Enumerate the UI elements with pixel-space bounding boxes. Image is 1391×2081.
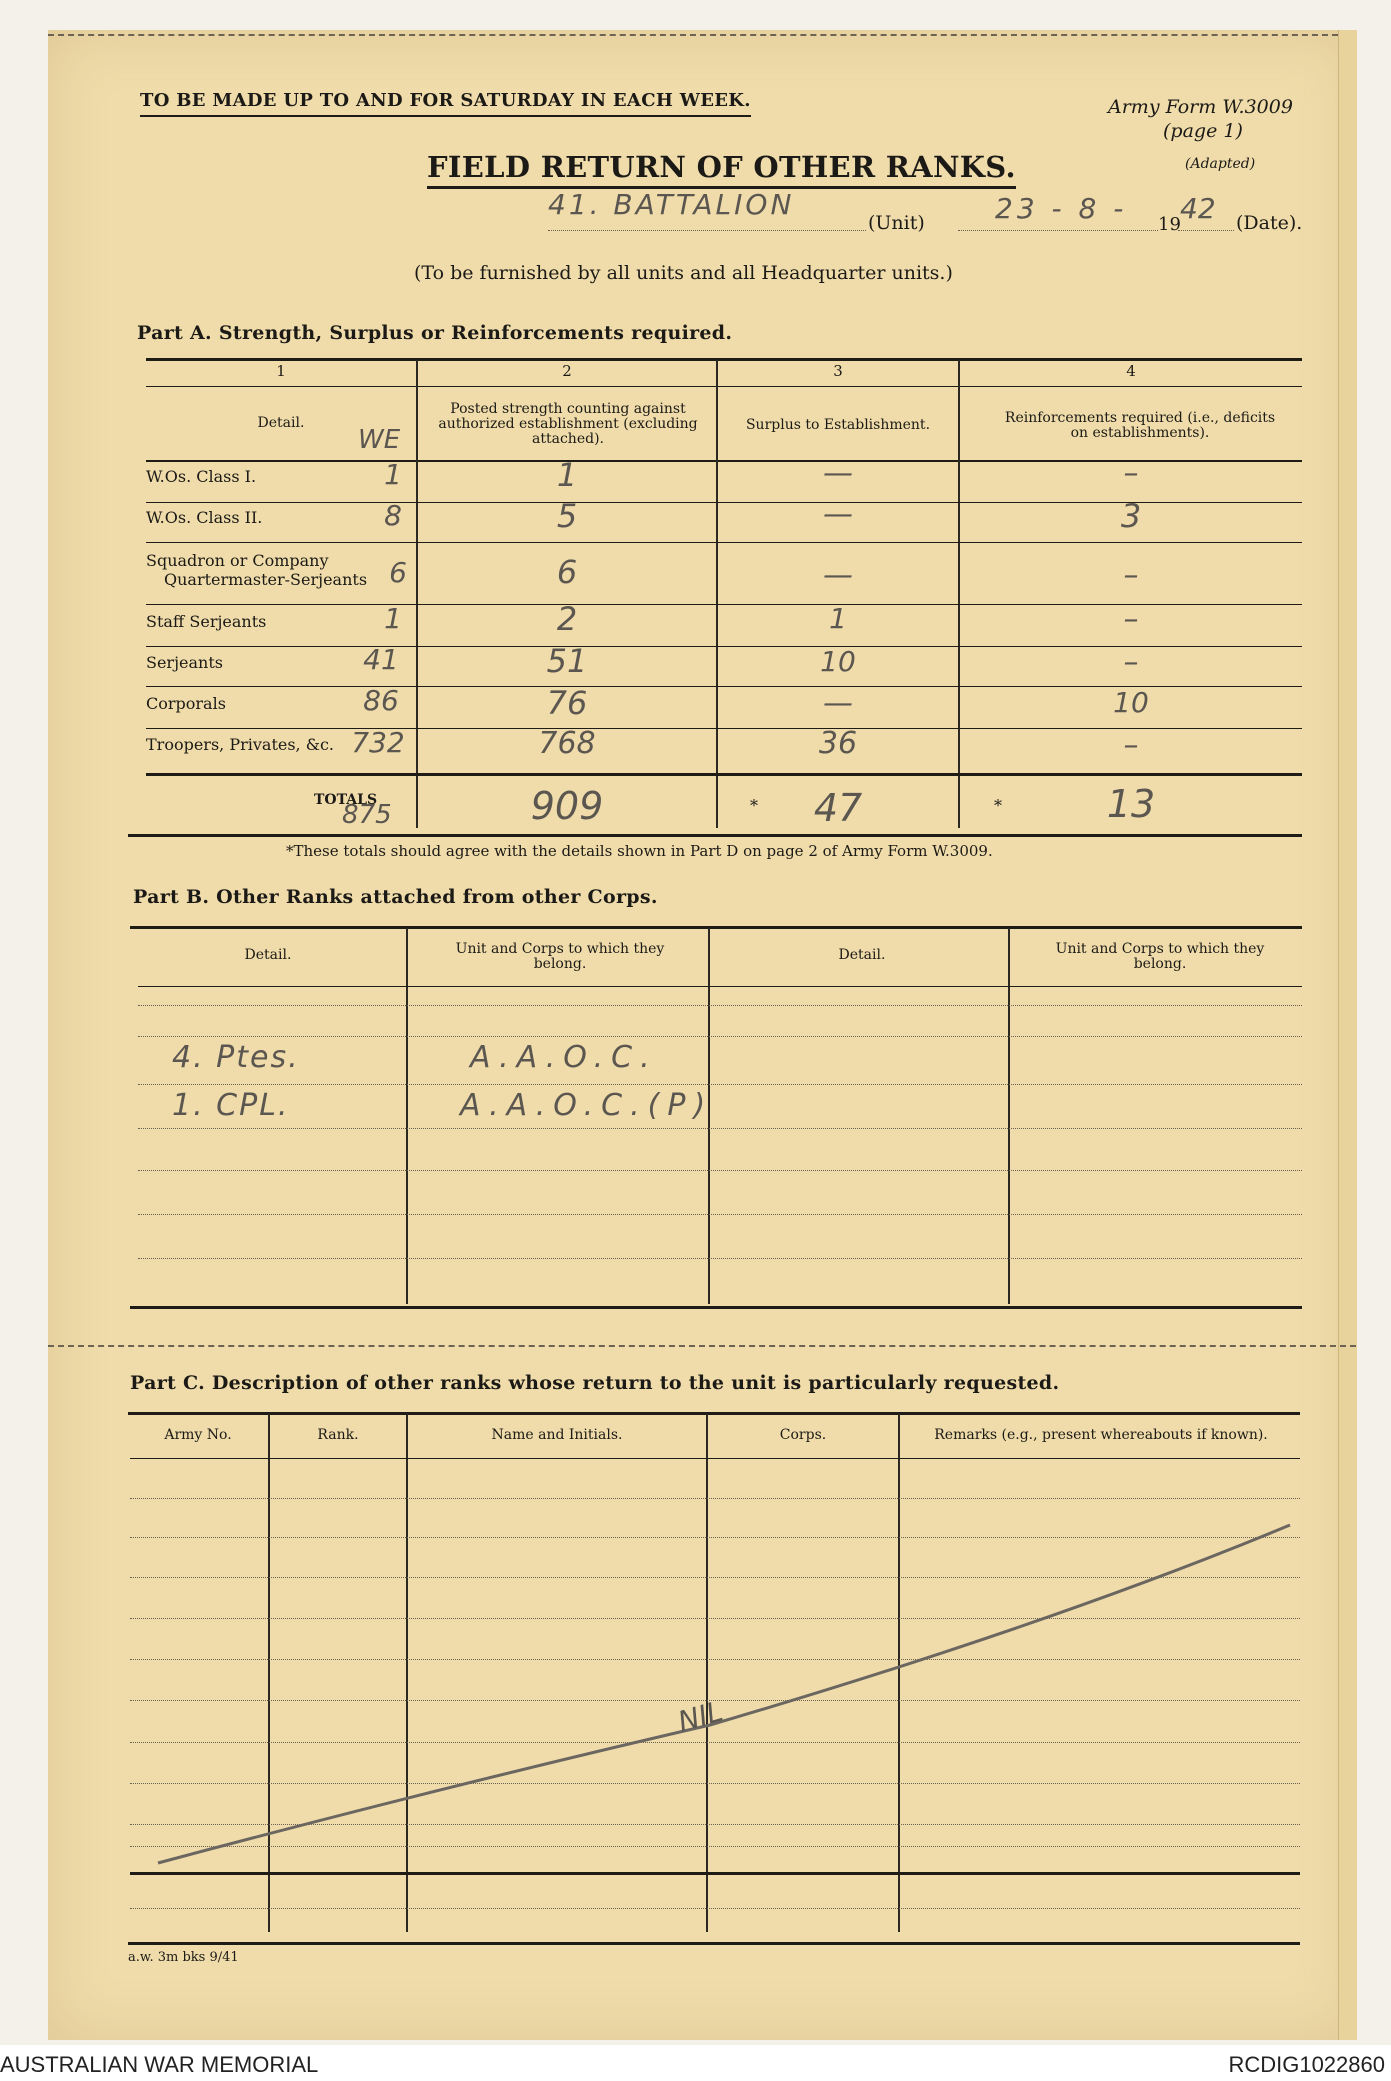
we-value: 1 (384, 458, 402, 491)
totals-footnote: *These totals should agree with the details shown in Part D on page 2 of Army Form W.3009. (286, 842, 993, 860)
row-label: Corporals (146, 694, 226, 713)
totals-label: TOTALS (314, 792, 378, 808)
adapted-label: (Adapted) (1185, 156, 1256, 172)
row-label: W.Os. Class I. (146, 467, 257, 486)
totals-surplus-value: 47 (813, 786, 863, 830)
col-number-rule (146, 386, 1302, 387)
part-b-line (138, 1128, 1302, 1129)
surplus-value: — (823, 686, 853, 721)
surplus-value: 36 (818, 726, 858, 761)
we-value: 41 (363, 643, 399, 676)
unit-handwritten: 41. BATTALION (548, 188, 795, 221)
part-c-title: Part C. Description of other ranks whose return to the unit is particularly requested. (130, 1372, 1060, 1394)
reinforcement-value: – (1123, 558, 1139, 593)
row-label-line-2: Quartermaster-Serjeants (164, 570, 368, 589)
part-b-line (138, 1214, 1302, 1215)
row-label: Serjeants (146, 653, 223, 672)
unit-dotted-line (548, 230, 866, 231)
part-b-header-detail-left: Detail. (244, 947, 292, 963)
totals-we-value: 875 (342, 800, 392, 830)
date-dotted-line (958, 230, 1158, 231)
totals-posted-value: 909 (530, 784, 604, 828)
footer-bar (0, 2045, 1391, 2081)
part-b-title: Part B. Other Ranks attached from other Corps. (133, 886, 658, 908)
part-b-separator-3 (1008, 928, 1010, 1304)
part-c-header-army-no: Army No. (164, 1427, 232, 1443)
part-b-detail-value: 4. Ptes. (172, 1040, 300, 1075)
we-value: 86 (363, 684, 399, 717)
posted-value: 1 (556, 456, 578, 494)
middle-perforation (48, 1345, 1356, 1347)
part-a-top-rule (146, 358, 1302, 361)
header-reinforcements: Reinforcements required (i.e., deficits on establishments). (1004, 410, 1276, 441)
part-c-top-rule (128, 1412, 1300, 1415)
part-c-header-name: Name and Initials. (491, 1427, 623, 1443)
row-rule (146, 542, 1302, 543)
part-b-header-unit-right: Unit and Corps to which they belong. (1055, 941, 1265, 972)
surplus-value: — (823, 456, 853, 491)
date-label: (Date). (1236, 212, 1303, 234)
part-a-bottom-rule (128, 834, 1302, 837)
header-detail: Detail. (257, 415, 305, 431)
surplus-value: 10 (820, 645, 856, 678)
part-c-header-corps: Corps. (779, 1427, 827, 1443)
we-value: 8 (384, 499, 402, 532)
reinforcement-value: – (1123, 602, 1139, 637)
row-label: Staff Serjeants (146, 612, 267, 631)
reinforcement-value: – (1123, 456, 1139, 491)
part-b-top-rule (130, 926, 1302, 929)
furnished-note: (To be furnished by all units and all Headquarter units.) (414, 262, 953, 284)
page-label: (page 1) (1163, 120, 1243, 142)
row-label: W.Os. Class II. (146, 508, 263, 527)
footer-right-id: RCDIG1022860 (1228, 2052, 1385, 2077)
reinforcement-value: – (1123, 728, 1139, 763)
totals-star: * (750, 796, 758, 815)
surplus-value: 1 (829, 602, 847, 635)
nil-handwritten: NIL (674, 1694, 727, 1739)
part-b-header-unit-left: Unit and Corps to which they belong. (455, 941, 665, 972)
header-surplus: Surplus to Establishment. (745, 417, 931, 433)
part-b-unit-value: A.A.O.C. (470, 1040, 658, 1075)
reinforcement-value: 10 (1113, 686, 1149, 719)
part-c-line (130, 1908, 1300, 1909)
row-label: Squadron or Company (146, 551, 329, 570)
totals-star: * (994, 796, 1002, 815)
part-b-header-rule (138, 986, 1302, 987)
army-form-number: Army Form W.3009 (1108, 96, 1293, 118)
col-number-4: 4 (1126, 362, 1136, 380)
unit-label: (Unit) (868, 212, 925, 234)
part-b-detail-value: 1. CPL. (172, 1088, 290, 1123)
posted-value: 6 (556, 553, 578, 591)
surplus-value: — (823, 558, 853, 593)
part-b-separator-1 (406, 928, 408, 1304)
date-century: 19 (1158, 214, 1181, 235)
year-dotted-line (1178, 230, 1234, 231)
part-b-bottom-rule (130, 1306, 1302, 1309)
part-c-line (130, 1498, 1300, 1499)
form-title: FIELD RETURN OF OTHER RANKS. (427, 150, 1016, 189)
part-a-title: Part A. Strength, Surplus or Reinforcements required. (137, 322, 733, 344)
top-perforation (48, 34, 1338, 36)
totals-top-rule (146, 773, 1302, 776)
part-b-line (138, 1084, 1302, 1085)
part-c-bottom-rule (128, 1942, 1300, 1945)
posted-value: 2 (556, 600, 578, 638)
reinforcement-value: – (1123, 645, 1139, 680)
posted-value: 768 (538, 726, 596, 761)
part-b-line (138, 1005, 1302, 1006)
totals-reinforcement-value: 13 (1106, 782, 1156, 826)
paper-fold-edge (1338, 30, 1357, 2040)
nil-stroke-path (158, 1525, 1290, 1863)
we-value: 732 (351, 726, 405, 759)
col-number-2: 2 (562, 362, 572, 380)
nil-diagonal-stroke (150, 1515, 1300, 1870)
posted-value: 76 (546, 684, 588, 722)
part-c-inner-rule (130, 1872, 1300, 1875)
header-posted-strength: Posted strength counting against authorized establishment (excluding attached). (438, 401, 698, 447)
part-b-line (138, 1170, 1302, 1171)
col-number-1: 1 (276, 362, 286, 380)
part-c-header-remarks: Remarks (e.g., present whereabouts if known). (934, 1427, 1268, 1443)
print-code: a.w. 3m bks 9/41 (128, 1950, 239, 1965)
part-b-header-detail-right: Detail. (838, 947, 886, 963)
row-label: Troopers, Privates, &c. (146, 735, 335, 754)
part-c-header-rule (130, 1458, 1300, 1459)
posted-value: 5 (556, 497, 578, 535)
part-c-header-rank: Rank. (317, 1427, 359, 1443)
reinforcement-value: 3 (1120, 497, 1142, 535)
date-day-month: 23 - 8 - (995, 192, 1128, 225)
part-b-line (138, 1258, 1302, 1259)
col-number-3: 3 (833, 362, 843, 380)
posted-value: 51 (546, 642, 588, 680)
surplus-value: — (823, 497, 853, 532)
we-value: 6 (389, 556, 407, 589)
we-value: 1 (384, 602, 402, 635)
part-b-line (138, 1036, 1302, 1037)
weekly-instruction: TO BE MADE UP TO AND FOR SATURDAY IN EACH WEEK. (140, 90, 751, 117)
date-year: 42 (1180, 192, 1216, 225)
part-b-unit-value: A.A.O.C.(P) (460, 1088, 714, 1123)
we-handwritten-mark: WE (358, 425, 401, 455)
footer-left-credit: AUSTRALIAN WAR MEMORIAL (0, 2052, 319, 2077)
